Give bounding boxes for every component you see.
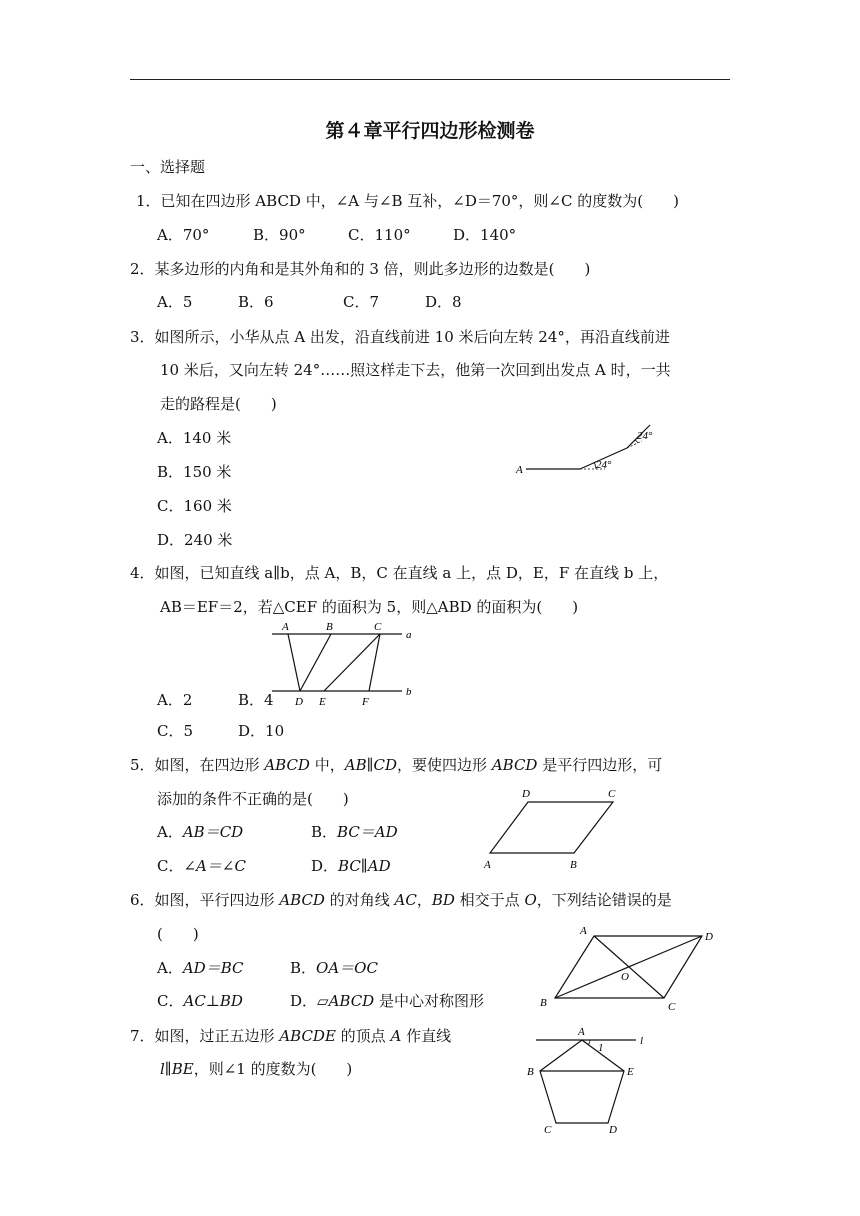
header-rule [130,79,730,80]
q5-text: 5．如图，在四边形 [130,756,265,774]
q5-text: 中， [309,756,345,774]
q7-vertex-a: A [390,1027,402,1045]
q6-option-c-prefix: C． [157,992,184,1010]
q2-stem: 2．某多边形的内角和是其外角和的 3 倍，则此多边形的边数是( ) [130,260,591,278]
q6-option-c [157,991,243,1011]
q3-angle2-label: 24° [637,430,653,442]
q5-option-b [311,822,398,842]
q7-pentagon-name: ABCDE [279,1027,336,1045]
q6-label-b: B [540,997,547,1009]
q5-option-c [157,856,246,876]
q4-line-a-label: a [406,629,412,641]
q5-parallel-expr: AB∥CD [344,756,398,774]
section-heading: 一、选择题 [130,158,206,176]
q4-option-d: D．10 [238,722,285,740]
q7-text: 的顶点 [335,1027,391,1045]
q7-label-e: E [627,1066,634,1078]
q2-option-d: D．8 [425,293,462,311]
q3-option-c: C．160 米 [157,497,232,515]
q5-line2: 添加的条件不正确的是( ) [157,790,349,808]
q6-option-b [290,958,378,978]
q6-text: 6．如图，平行四边形 [130,891,280,909]
q7-line-l-label: l [640,1035,644,1047]
q6-option-d-text: 是中心对称图形 [374,992,484,1010]
q7-text: 7．如图，过正五边形 [130,1027,280,1045]
q5-option-b-prefix: B． [311,823,338,841]
doc-title: 第４章平行四边形检测卷 [325,120,535,142]
q6-diagonal-bd: BD [431,891,455,909]
q3-line2: 10 米后，又向左转 24°……照这样走下去，他第一次回到出发点 A 时，一共 [160,361,671,379]
q4-line2: AB＝EF＝2，若△CEF 的面积为 5，则△ABD 的面积为( ) [160,598,579,616]
q3-angle1-label: 24° [596,459,612,471]
q5-parallelogram-figure [478,783,628,873]
q5-text: ，要使四边形 [397,756,492,774]
q5-option-a-expr: AB＝CD [182,823,244,841]
q7-line2 [160,1059,352,1079]
q6-option-a [157,958,243,978]
q5-option-a-prefix: A． [157,823,183,841]
q6-option-d-prefix: D．▱ [290,992,329,1010]
q6-quad-name: ABCD [279,891,325,909]
q1-option-b: B．90° [253,226,306,244]
q5-label-b: B [570,859,577,871]
q5-option-c-prefix: C． [157,857,184,875]
q5-label-a: A [484,859,491,871]
q6-text: ，下列结论错误的是 [536,891,672,909]
q6-parallelogram-diagonals-figure [534,920,724,1015]
q6-label-c: C [668,1001,676,1013]
q5-option-d-prefix: D． [311,857,339,875]
q6-text: 相交于点 [454,891,525,909]
q5-label-d: D [522,788,530,800]
q7-parallel-expr: l∥BE [160,1060,194,1078]
q6-line2: ( ) [157,925,199,943]
q6-text: 的对角线 [324,891,395,909]
q6-label-o: O [621,971,629,983]
q7-pentagon-figure [520,1020,660,1140]
q6-label-a: A [580,925,587,937]
q4-parallel-lines-figure [262,618,422,710]
q1-option-a: A．70° [157,226,210,244]
q6-option-b-expr: OA＝OC [316,959,378,977]
q3-option-d: D．240 米 [157,531,233,549]
q4-label-a: A [282,621,289,633]
q4-line1: 4．如图，已知直线 a∥b，点 A，B，C 在直线 a 上，点 D，E，F 在直线 b 上， [130,564,669,582]
q5-line1 [130,755,662,775]
q4-label-b: B [326,621,333,633]
q6-option-a-expr: AD＝BC [182,959,244,977]
q7-angle-1-label: 1 [598,1042,604,1054]
q6-option-c-expr: AC⊥BD [183,992,243,1010]
q6-text: ， [416,891,432,909]
q6-option-d [290,991,484,1011]
q5-option-d-expr: BC∥AD [338,857,391,875]
q1-stem: 1．已知在四边形 ABCD 中，∠A 与∠B 互补，∠D＝70°，则∠C 的度数为( ) [136,192,679,210]
q7-text: 作直线 [401,1027,452,1045]
q5-label-c: C [608,788,616,800]
q4-option-b: B．4 [238,691,274,709]
q6-point-o: O [524,891,537,909]
q4-option-a: A．2 [157,691,193,709]
q3-walking-path-figure [510,415,660,480]
q5-text: 是平行四边形，可 [537,756,663,774]
q7-label-d: D [609,1124,617,1136]
q5-quad-name: ABCD [491,756,538,774]
q7-label-c: C [544,1124,552,1136]
q5-option-c-expr: ∠A＝∠C [183,857,246,875]
q6-option-a-prefix: A． [157,959,183,977]
q7-line1 [130,1026,451,1046]
q2-option-a: A．5 [157,293,193,311]
q6-option-d-quad: ABCD [328,992,375,1010]
q6-diagonal-ac: AC [394,891,417,909]
q3-option-b: B．150 米 [157,463,232,481]
q5-option-d [311,856,391,876]
q7-text: ，则∠1 的度数为( ) [193,1060,353,1078]
q3-option-a: A．140 米 [157,429,232,447]
q4-label-e: E [319,696,326,708]
q4-line-b-label: b [406,686,412,698]
q3-point-a-label: A [516,464,523,476]
q6-option-b-prefix: B． [290,959,317,977]
q7-label-b: B [527,1066,534,1078]
q2-option-c: C．7 [343,293,380,311]
q7-label-a: A [578,1026,585,1038]
q1-option-d: D．140° [453,226,517,244]
q5-option-a [157,822,243,842]
q3-line3: 走的路程是( ) [160,395,277,413]
q4-label-d: D [295,696,303,708]
q4-label-f: F [362,696,369,708]
q6-label-d: D [705,931,713,943]
q4-label-c: C [374,621,382,633]
q5-quad-name: ABCD [264,756,310,774]
q2-option-b: B．6 [238,293,274,311]
q1-option-c: C．110° [348,226,411,244]
q3-line1: 3．如图所示，小华从点 A 出发，沿直线前进 10 米后向左转 24°，再沿直线前进 [130,328,670,346]
q5-option-b-expr: BC＝AD [337,823,398,841]
q6-line1 [130,890,672,910]
q4-option-c: C．5 [157,722,194,740]
